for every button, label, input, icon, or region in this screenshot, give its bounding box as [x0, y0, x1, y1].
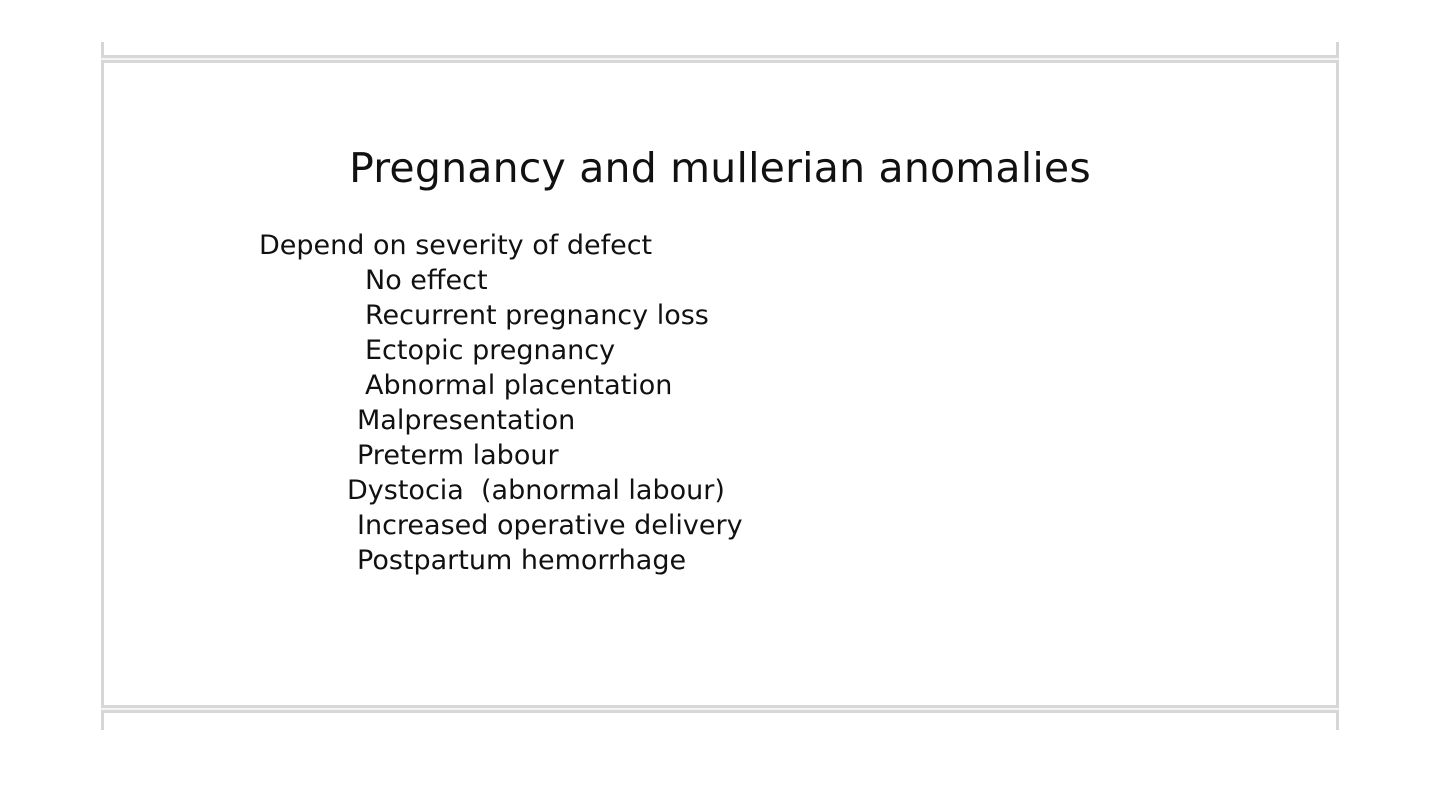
- list-item: No effect: [365, 265, 488, 296]
- list-item: Postpartum hemorrhage: [357, 545, 687, 576]
- slide-body: [104, 63, 1336, 705]
- slide-frame-right-edge: [1336, 42, 1339, 730]
- slide-bottom-border: [101, 705, 1339, 713]
- list-item: Abnormal placentation: [365, 370, 673, 401]
- slide-top-border: [101, 55, 1339, 63]
- lead-line: Depend on severity of defect: [259, 230, 653, 261]
- slide: [104, 63, 1336, 705]
- list-item: Preterm labour: [357, 440, 559, 471]
- list-item: Recurrent pregnancy loss: [365, 300, 709, 331]
- list-item: Malpresentation: [357, 405, 576, 436]
- list-item: Increased operative delivery: [357, 510, 743, 541]
- list-item: Dystocia (abnormal labour): [347, 475, 725, 506]
- slide-title: Pregnancy and mullerian anomalies: [349, 144, 1091, 192]
- list-item: Ectopic pregnancy: [365, 335, 616, 366]
